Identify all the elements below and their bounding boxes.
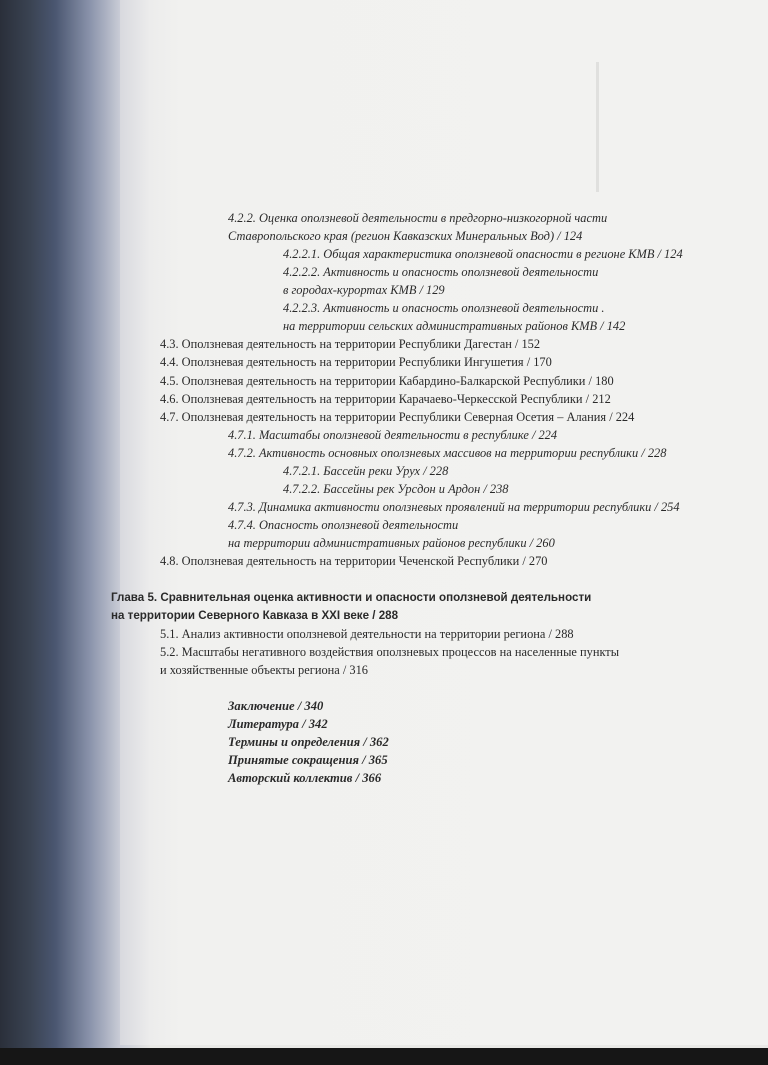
toc-authors: Авторский коллектив / 366 bbox=[228, 771, 382, 785]
toc-entry-4-2-2-3: 4.2.2.3. Активность и опасность оползневой деятельности . bbox=[283, 301, 605, 315]
toc-literature: Литература / 342 bbox=[228, 717, 328, 731]
toc-entry-4-5: 4.5. Оползневая деятельность на территории Кабардино-Балкарской Республики / 180 bbox=[160, 374, 614, 388]
toc-conclusion: Заключение / 340 bbox=[228, 699, 324, 713]
toc-chapter-5-cont: на территории Северного Кавказа в XXI веке / 288 bbox=[111, 609, 399, 622]
toc-entry-4-7-4-cont: на территории административных районов республики / 260 bbox=[228, 536, 555, 550]
toc-entry-5-2-cont: и хозяйственные объекты региона / 316 bbox=[160, 663, 368, 677]
toc-entry-4-2-2-3-cont: на территории сельских административных районов КМВ / 142 bbox=[283, 319, 626, 333]
toc-chapter-5: Глава 5. Сравнительная оценка активности и опасности оползневой деятельности bbox=[111, 591, 592, 604]
toc-terms: Термины и определения / 362 bbox=[228, 735, 389, 749]
toc-entry-4-7-2: 4.7.2. Активность основных оползневых массивов на территории республики / 228 bbox=[228, 446, 667, 460]
scanner-edge bbox=[0, 1048, 768, 1065]
toc-entry-4-2-2-2-cont: в городах-курортах КМВ / 129 bbox=[283, 283, 445, 297]
toc-entry-4-7-2-2: 4.7.2.2. Бассейны рек Урсдон и Ардон / 238 bbox=[283, 482, 509, 496]
toc-entry-5-2: 5.2. Масштабы негативного воздействия оползневых процессов на населенные пункты bbox=[160, 645, 620, 659]
toc-entry-5-1: 5.1. Анализ активности оползневой деятельности на территории региона / 288 bbox=[160, 627, 574, 641]
toc-entry-4-7-3: 4.7.3. Динамика активности оползневых проявлений на территории республики / 254 bbox=[228, 500, 680, 514]
toc-entry-4-2-2: 4.2.2. Оценка оползневой деятельности в предгорно-низкогорной части bbox=[228, 211, 608, 225]
toc-entry-4-4: 4.4. Оползневая деятельность на территории Республики Ингушетия / 170 bbox=[160, 355, 552, 369]
toc-entry-4-2-2-1: 4.2.2.1. Общая характеристика оползневой опасности в регионе КМВ / 124 bbox=[283, 247, 683, 261]
toc-entry-4-7-2-1: 4.7.2.1. Бассейн реки Урух / 228 bbox=[283, 464, 449, 478]
toc-entry-4-3: 4.3. Оползневая деятельность на территории Республики Дагестан / 152 bbox=[160, 337, 541, 351]
toc-abbreviations: Принятые сокращения / 365 bbox=[228, 753, 388, 767]
toc-entry-4-7-4: 4.7.4. Опасность оползневой деятельности bbox=[228, 518, 459, 532]
toc-entry-4-2-2-2: 4.2.2.2. Активность и опасность оползневой деятельности bbox=[283, 265, 599, 279]
toc-entry-4-7: 4.7. Оползневая деятельность на территории Республики Северная Осетия – Алания / 224 bbox=[160, 410, 635, 424]
toc-entry-4-6: 4.6. Оползневая деятельность на территории Карачаево-Черкесской Республики / 212 bbox=[160, 392, 611, 406]
toc-entry-4-8: 4.8. Оползневая деятельность на территории Чеченской Республики / 270 bbox=[160, 554, 548, 568]
toc-entry-4-7-1: 4.7.1. Масштабы оползневой деятельности в республике / 224 bbox=[228, 428, 558, 442]
toc-entry-4-2-2-cont: Ставропольского края (регион Кавказских Минеральных Вод) / 124 bbox=[228, 229, 583, 243]
